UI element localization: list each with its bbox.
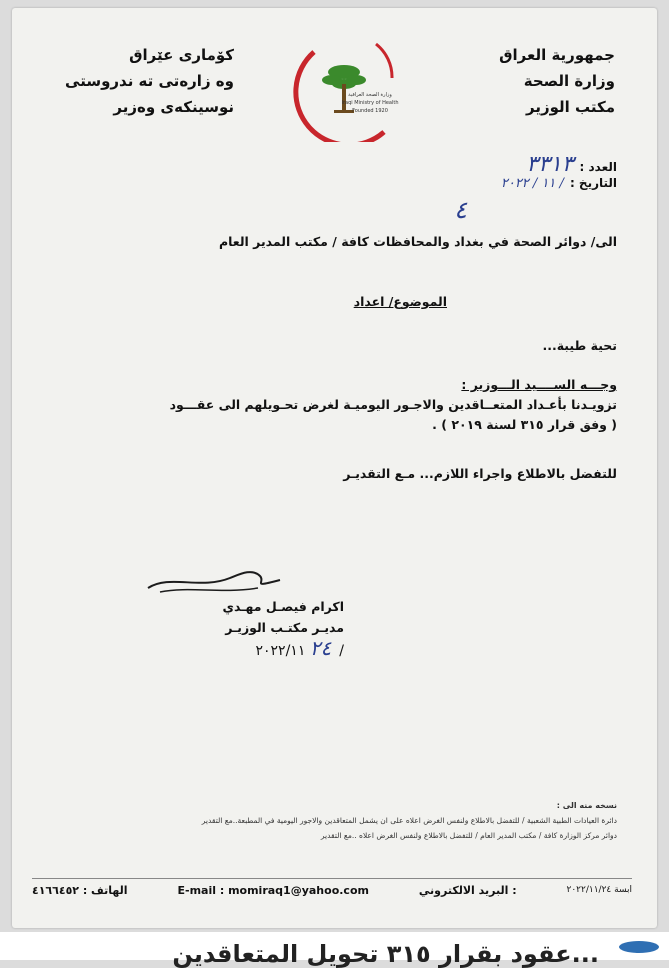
footer-phone: الهاتف : ٤١٦٦٤٥٢ (32, 884, 128, 897)
header-kurdish-country: كۆماری عێراق (64, 42, 234, 68)
ministry-logo-graphic (274, 30, 414, 142)
handwritten-mark: ٤ (417, 196, 467, 224)
directive-line-2: ( وفق قرار ٣١٥ لسنة ٢٠١٩ ) . (57, 415, 617, 435)
footer-email-label: البريد الالكتروني : (419, 884, 517, 897)
letter-footer (32, 878, 632, 901)
directive-intro: وجـــه الســــيد الـــوزير : (57, 375, 617, 395)
document-meta (417, 152, 617, 224)
copies-title: نسخه منه الى : (37, 798, 617, 813)
signature-hand-day: ٢٤ (310, 636, 331, 660)
number-row (417, 152, 617, 176)
footer-stamp: ابسة ٢٠٢٢/١١/٢٤ (567, 885, 632, 895)
date-value: / ١١ / ٢٠٢٢ (501, 176, 564, 191)
letter-body (57, 375, 617, 435)
signature-date-text: ٢٠٢٢/١١/ (256, 643, 345, 659)
header-line-ministry: وزارة الصحة (499, 68, 615, 94)
header-kurdish-office: نوسینكەی وەزیر (64, 94, 234, 120)
copies-line-1: دائرة العيادات الطبية الشعبية / للتفضل بالاطلاع ولنفس الغرض اعلاه على ان يشمل المتعاقدين والاجور اليومية في المطبعة..مع التقدير (37, 813, 617, 828)
directive-line-1: تزويـدنا بأعـداد المتعــاقدين والاجـور اليوميـة لغرض تحـويلهم الى عقـــود (57, 395, 617, 415)
header-arabic (499, 42, 615, 120)
signature-date (194, 636, 344, 660)
bottom-strip (0, 932, 669, 960)
signatory (194, 596, 344, 638)
header-kurdish (64, 42, 234, 120)
bottom-strip-logo (617, 940, 661, 954)
recipient-line: الى/ دوائر الصحة في بغداد والمحافظات كافة / مكتب المدير العام (57, 234, 617, 249)
logo-year: Founded 1920 (352, 108, 388, 114)
signatory-title: مديـر مكتـب الوزيـر (194, 617, 344, 638)
date-label: التاريخ : (570, 176, 617, 190)
copies-line-2: دوائر مركز الوزارة كافة / مكتب المدير العام / للتفضل بالاطلاع ولنفس الغرض اعلاه ..مع التقدير (37, 828, 617, 843)
signature-scribble (140, 560, 290, 600)
ministry-logo (274, 30, 414, 142)
subject-line: الموضوع/ اعداد (354, 294, 447, 309)
copies-section (37, 798, 617, 843)
header-line-office: مكتب الوزير (499, 94, 615, 120)
closing-line: للتفضل بالاطلاع واجراء اللازم... مـع التقديـر (57, 466, 617, 481)
footer-email: E-mail : momiraq1@yahoo.com (178, 884, 369, 897)
document-page (12, 8, 657, 928)
header-kurdish-ministry: وه زارەتی تە ندروستی (64, 68, 234, 94)
logo-sub: Iraqi Ministry of Health (341, 100, 398, 106)
number-label: العدد : (580, 160, 617, 174)
number-value: ٣٣١٣ (526, 152, 573, 177)
bottom-strip-text: ...عقود بقرار ٣١٥ تحويل المتعاقدين (172, 940, 599, 968)
signatory-name: اكرام فيصـل مهـدي (194, 596, 344, 617)
greeting: تحية طيبة... (542, 338, 617, 353)
header-line-country: جمهورية العراق (499, 42, 615, 68)
logo-text: وزارة الصحة العراقية (348, 92, 392, 98)
